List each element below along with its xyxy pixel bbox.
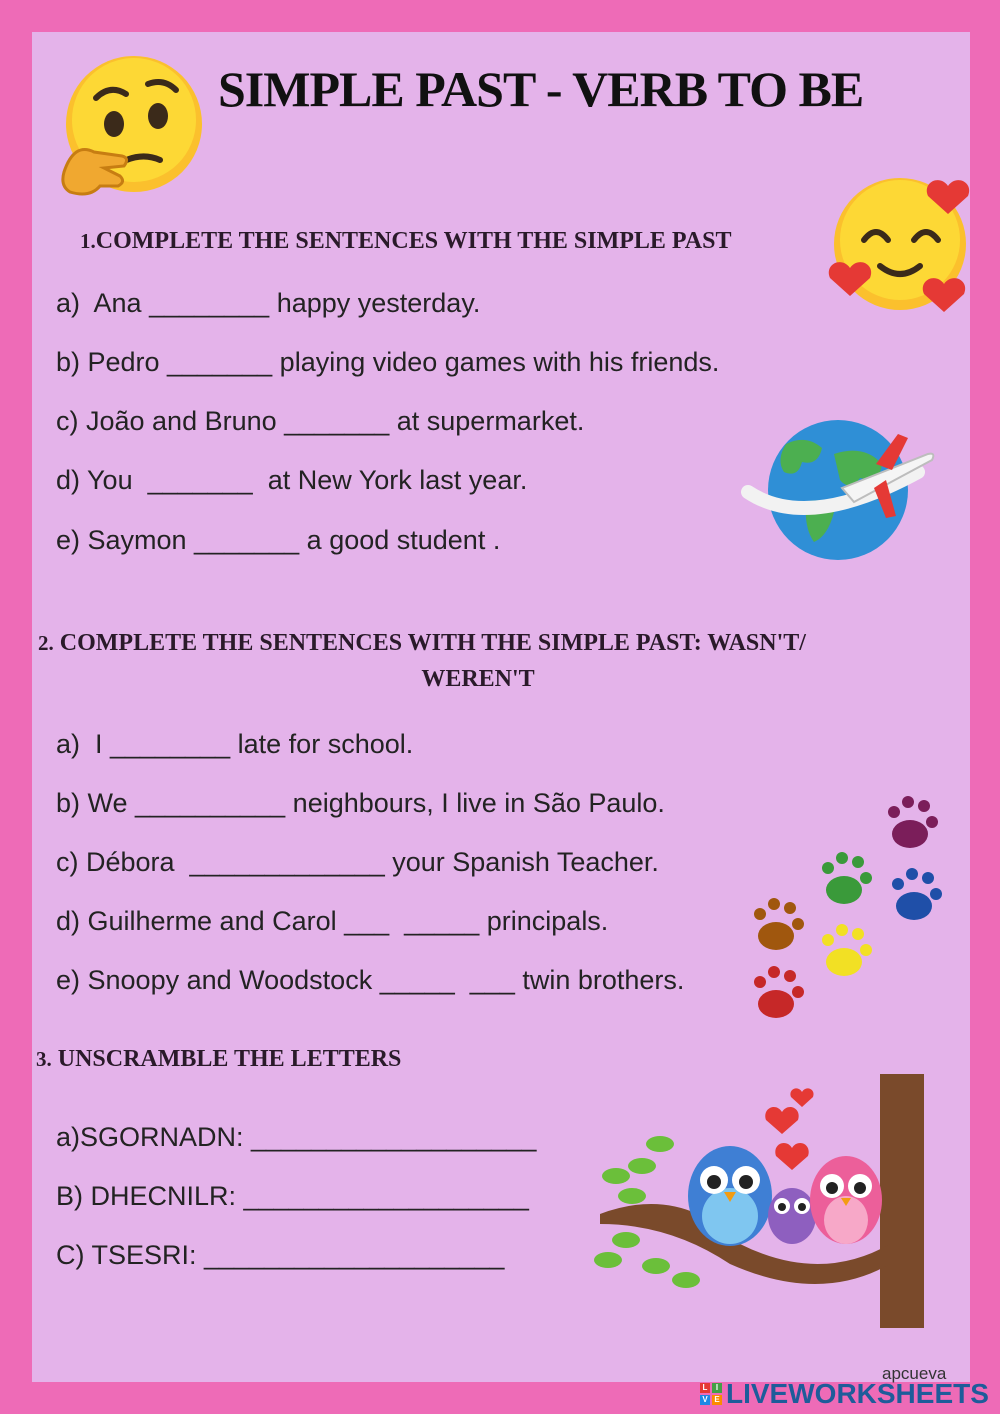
section2-heading-line1 (38, 630, 806, 657)
section1-heading-text: COMPLETE THE SENTENCES WITH THE SIMPLE PAST (95, 228, 732, 254)
section1-item-b: b) Pedro _______ playing video games with his friends. (56, 347, 720, 377)
section1-item-e: e) Saymon _______ a good student . (56, 525, 501, 555)
section3-number: 3. (36, 1047, 52, 1071)
logo-letter-l: L (700, 1383, 710, 1393)
globe-airplane-icon (746, 414, 936, 559)
section2-item-d: d) Guilherme and Carol ___ _____ principals. (56, 906, 609, 936)
section1-item-d: d) You _______ at New York last year. (56, 465, 528, 495)
section2-number: 2. (38, 631, 54, 655)
section3-heading (36, 1046, 401, 1073)
owls-on-branch-icon (596, 1070, 930, 1330)
section1-heading (80, 228, 731, 255)
section2-item-e: e) Snoopy and Woodstock _____ ___ twin brothers. (56, 965, 685, 995)
section3-item-c: C) TSESRI: ____________________ (56, 1240, 505, 1270)
liveworksheets-logo-boxes (700, 1383, 722, 1405)
section1-number: 1. (80, 229, 96, 253)
page-title: SIMPLE PAST - VERB TO BE (218, 61, 864, 117)
liveworksheets-logo (700, 1378, 989, 1410)
thinking-face-emoji-icon (56, 54, 206, 204)
section2-heading-text: COMPLETE THE SENTENCES WITH THE SIMPLE PAST: WASN'T/ (59, 630, 806, 656)
section2-item-c: c) Débora _____________ your Spanish Teacher. (56, 847, 659, 877)
section2-heading-line2: WEREN'T (421, 666, 535, 692)
logo-letter-e: E (712, 1395, 722, 1405)
section3-heading-text: UNSCRAMBLE THE LETTERS (57, 1046, 402, 1072)
section1-item-a: a) Ana ________ happy yesterday. (56, 288, 481, 318)
liveworksheets-wordmark[interactable]: LIVEWORKSHEETS (726, 1378, 989, 1409)
paw-prints-icon (750, 788, 960, 1028)
section3-item-b: B) DHECNILR: ___________________ (56, 1181, 529, 1211)
logo-letter-v: V (700, 1395, 710, 1405)
logo-letter-i: I (712, 1383, 722, 1393)
section3-item-a: a)SGORNADN: ___________________ (56, 1122, 537, 1152)
section2-item-b: b) We __________ neighbours, I live in São Paulo. (56, 788, 665, 818)
smiling-face-with-hearts-icon (828, 168, 973, 318)
author-credit: apcueva (882, 1364, 947, 1383)
section2-item-a: a) I ________ late for school. (56, 729, 414, 759)
section1-item-c: c) João and Bruno _______ at supermarket. (56, 406, 585, 436)
